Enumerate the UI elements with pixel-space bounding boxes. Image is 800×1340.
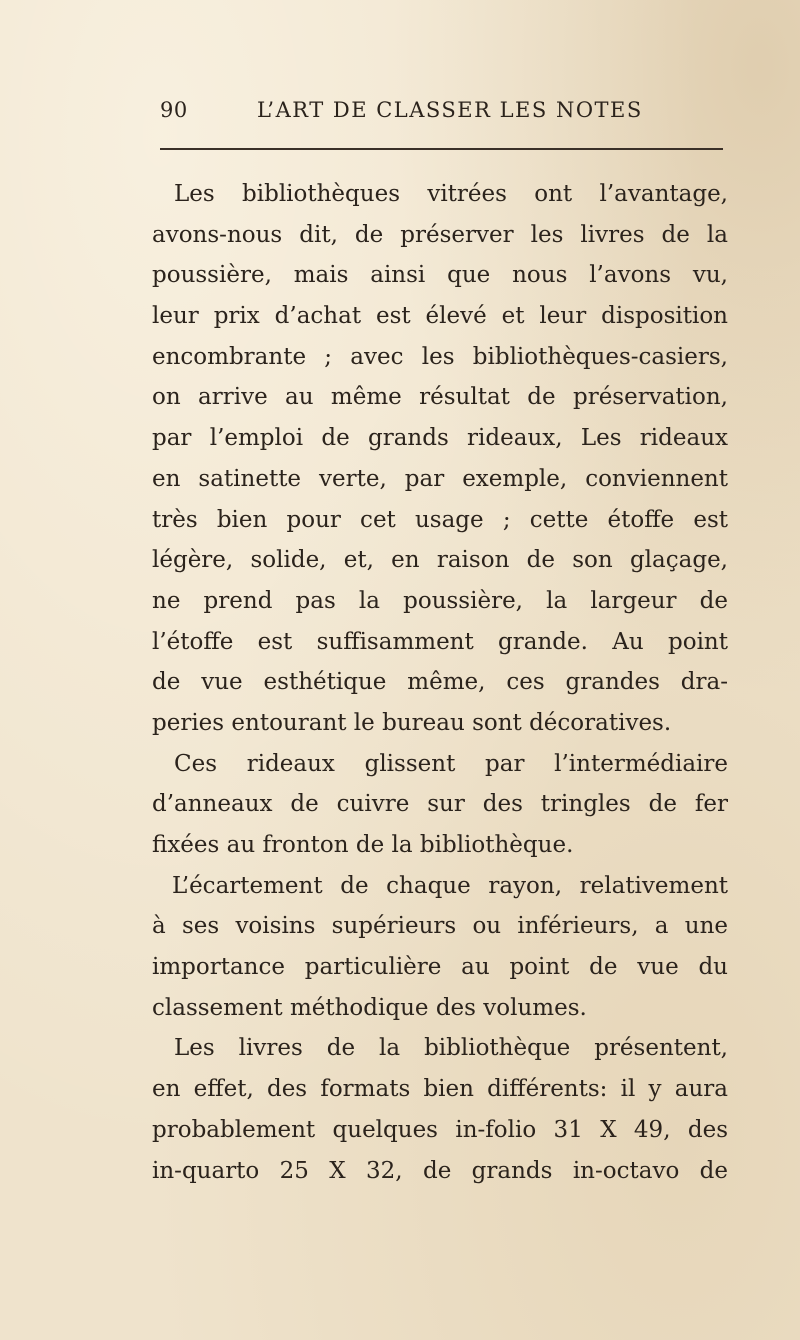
text-line: d’anneaux de cuivre sur des tringles de fer — [152, 791, 728, 818]
text-line: fixées au fronton de la bibliothèque. — [152, 832, 574, 858]
text-line: très bien pour cet usage ; cette étoffe est — [152, 506, 728, 533]
text-line: in-quarto 25 X 32, de grands in-octavo de — [152, 1157, 728, 1184]
text-line: de vue esthétique même, ces grandes dra- — [152, 669, 728, 696]
text-line: par l’emploi de grands rideaux, Les rideaux — [152, 425, 728, 452]
text-line: en effet, des formats bien différents: il y aura — [152, 1076, 728, 1103]
text-line: l’étoffe est suffisamment grande. Au point — [152, 628, 728, 655]
text-line: encombrante ; avec les bibliothèques-casiers, — [152, 343, 728, 370]
text-line: L’écartement de chaque rayon, relativement — [172, 872, 728, 899]
text-line: à ses voisins supérieurs ou inférieurs, a une — [152, 913, 728, 940]
header-rule — [160, 148, 723, 150]
text-line: ne prend pas la poussière, la largeur de — [152, 587, 728, 614]
text-line: probablement quelques in-folio 31 X 49, des — [152, 1116, 728, 1143]
text-line: classement méthodique des volumes. — [152, 994, 587, 1021]
page-header — [145, 98, 725, 132]
page-number: 90 — [160, 98, 188, 122]
text-line: leur prix d’achat est élevé et leur disposition — [152, 303, 728, 330]
text-line: peries entourant le bureau sont décoratives. — [152, 709, 672, 736]
text-line: avons-nous dit, de préserver les livres de la — [152, 221, 728, 248]
text-line: Les bibliothèques vitrées ont l’avantage, — [174, 181, 728, 207]
text-line: en satinette verte, par exemple, conviennent — [152, 465, 728, 492]
body-text — [152, 174, 728, 1191]
text-line: poussière, mais ainsi que nous l’avons vu, — [152, 262, 728, 289]
text-line: importance particulière au point de vue du — [152, 954, 728, 981]
text-line: légère, solide, et, en raison de son glaçage, — [152, 547, 728, 574]
running-title: L’ART DE CLASSER LES NOTES — [257, 98, 643, 122]
text-line: Ces rideaux glissent par l’intermédiaire — [174, 750, 728, 777]
text-line: Les livres de la bibliothèque présentent, — [174, 1035, 728, 1062]
text-line: on arrive au même résultat de préservation, — [152, 384, 728, 411]
